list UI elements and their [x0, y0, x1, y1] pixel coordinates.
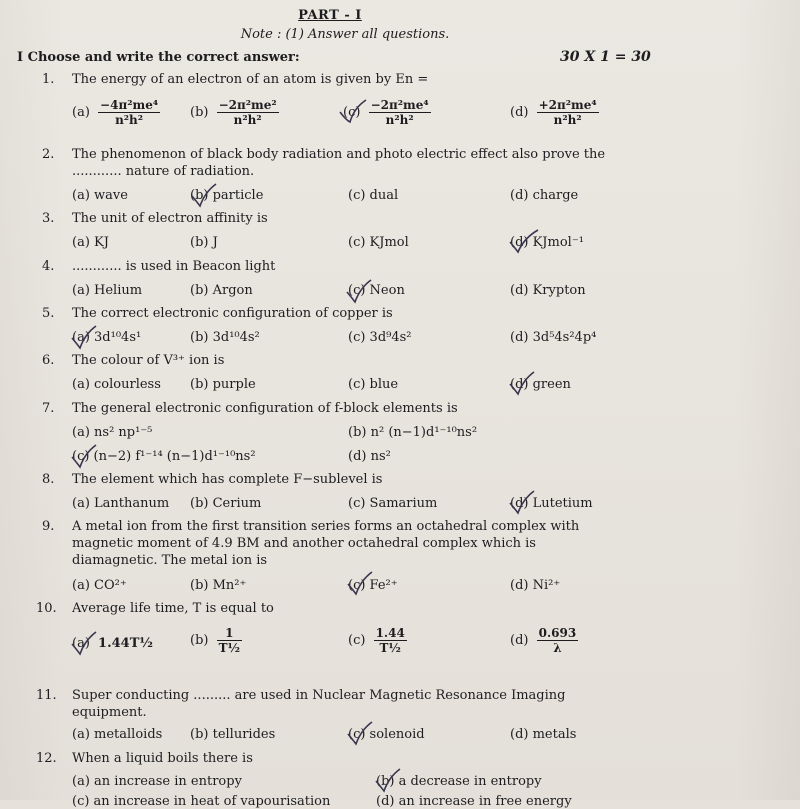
- fraction: [537, 626, 579, 655]
- option-label: (c): [343, 105, 361, 120]
- question-number: 11.: [36, 688, 57, 703]
- fraction: [537, 98, 599, 127]
- option-a[interactable]: (a) 3d¹⁰4s¹: [72, 330, 142, 345]
- option-a[interactable]: (a) CO²⁺: [72, 578, 127, 593]
- option-b[interactable]: (b) Cerium: [190, 496, 262, 511]
- question-number: 5.: [42, 306, 55, 321]
- fraction: [217, 98, 279, 127]
- option-d[interactable]: (d) Ni²⁺: [510, 578, 561, 593]
- option-d[interactable]: (d) KJmol⁻¹: [510, 235, 584, 250]
- question-text: The general electronic configuration of f-block elements is: [72, 401, 458, 416]
- fraction-numerator: 0.693: [538, 626, 577, 640]
- part-title: PART - I: [298, 8, 362, 23]
- option-label: (a): [72, 636, 90, 651]
- option-b[interactable]: (b) 3d¹⁰4s²: [190, 330, 260, 345]
- question-number: 2.: [42, 147, 55, 162]
- fraction-denominator: n²h²: [385, 113, 414, 127]
- question-text: The correct electronic configuration of copper is: [72, 306, 393, 321]
- option-c[interactable]: (c) solenoid: [348, 727, 425, 742]
- fraction-numerator: −2π²me²: [218, 98, 277, 112]
- option-d[interactable]: [510, 626, 578, 655]
- question-number: 10.: [36, 601, 57, 616]
- fraction-denominator: n²h²: [115, 113, 144, 127]
- option-c[interactable]: (c) KJmol: [348, 235, 409, 250]
- question-number: 6.: [42, 353, 55, 368]
- option-b[interactable]: (b) Mn²⁺: [190, 578, 247, 593]
- option-label: (b): [190, 105, 209, 120]
- instruction-note: Note : (1) Answer all questions.: [240, 27, 450, 42]
- option-d[interactable]: (d) an increase in free energy: [376, 794, 572, 809]
- option-c[interactable]: (c) Fe²⁺: [348, 578, 398, 593]
- option-label: (c): [348, 633, 366, 648]
- option-d[interactable]: [510, 98, 599, 127]
- question-number: 12.: [36, 751, 57, 766]
- question-number: 7.: [42, 401, 55, 416]
- fraction-numerator: −2π²me⁴: [370, 98, 429, 112]
- option-a[interactable]: (a) an increase in entropy: [72, 774, 242, 789]
- fraction-numerator: 1: [217, 626, 242, 641]
- fraction-denominator: n²h²: [553, 113, 582, 127]
- fraction-numerator: +2π²me⁴: [538, 98, 597, 112]
- option-d[interactable]: (d) Krypton: [510, 283, 586, 298]
- question-text-line3: diamagnetic. The metal ion is: [72, 553, 268, 568]
- marks-scheme: 30 X 1 = 30: [560, 49, 651, 65]
- option-a[interactable]: [72, 636, 153, 651]
- option-a[interactable]: (a) KJ: [72, 235, 109, 250]
- option-label: (d): [510, 105, 529, 120]
- question-number: 8.: [42, 472, 55, 487]
- fraction-denominator: n²h²: [233, 113, 262, 127]
- fraction: [217, 626, 242, 655]
- option-c[interactable]: (c) Samarium: [348, 496, 438, 511]
- question-text: The energy of an electron of an atom is given by En =: [72, 72, 429, 87]
- fraction-numerator: −4π²me⁴: [100, 98, 159, 112]
- option-b[interactable]: (b) Argon: [190, 283, 253, 298]
- option-c[interactable]: (c) (n−2) f¹⁻¹⁴ (n−1)d¹⁻¹⁰ns²: [72, 449, 256, 464]
- option-a[interactable]: (a) Helium: [72, 283, 143, 298]
- option-b[interactable]: [190, 626, 242, 655]
- question-text: Super conducting ......... are used in Nuclear Magnetic Resonance Imaging: [72, 688, 566, 703]
- option-c[interactable]: (c) Neon: [348, 283, 405, 298]
- question-text: Average life time, T is equal to: [72, 601, 274, 616]
- option-c[interactable]: (c) an increase in heat of vapourisation: [72, 794, 331, 809]
- option-b[interactable]: [190, 98, 279, 127]
- option-a[interactable]: (a) metalloids: [72, 727, 163, 742]
- question-number: 9.: [42, 519, 55, 534]
- option-a[interactable]: (a) colourless: [72, 377, 161, 392]
- question-number: 3.: [42, 211, 55, 226]
- question-number: 4.: [42, 259, 55, 274]
- option-b[interactable]: (b) J: [190, 235, 218, 250]
- option-a[interactable]: (a) ns² np¹⁻⁵: [72, 425, 153, 440]
- option-c[interactable]: [343, 98, 431, 127]
- fraction-numerator: 1.44: [375, 626, 405, 640]
- option-value: 1.44T½: [98, 636, 153, 651]
- option-d[interactable]: (d) ns²: [348, 449, 391, 464]
- option-b[interactable]: (b) n² (n−1)d¹⁻¹⁰ns²: [348, 425, 478, 440]
- option-b[interactable]: (b) tellurides: [190, 727, 276, 742]
- fraction: [374, 626, 407, 655]
- fraction-denominator: T½: [218, 641, 241, 655]
- question-text-line2: ............ nature of radiation.: [72, 164, 255, 179]
- option-b[interactable]: (b) a decrease in entropy: [376, 774, 542, 789]
- question-text: When a liquid boils there is: [72, 751, 253, 766]
- fraction: [369, 98, 431, 127]
- question-text: The element which has complete F−sublevel is: [72, 472, 383, 487]
- option-c[interactable]: (c) blue: [348, 377, 399, 392]
- question-text-line2: equipment.: [72, 705, 147, 720]
- fraction: [98, 98, 160, 127]
- question-text: The unit of electron affinity is: [72, 211, 268, 226]
- section-title: I Choose and write the correct answer:: [17, 50, 300, 65]
- option-d[interactable]: (d) Lutetium: [510, 496, 593, 511]
- question-text: The colour of V³⁺ ion is: [72, 353, 225, 368]
- option-b[interactable]: (b) purple: [190, 377, 256, 392]
- option-label: (b): [190, 633, 209, 648]
- option-b[interactable]: (b) particle: [190, 188, 264, 203]
- question-text: ............ is used in Beacon light: [72, 259, 276, 274]
- option-a[interactable]: (a) wave: [72, 188, 128, 203]
- question-text: A metal ion from the first transition series forms an octahedral complex with: [72, 519, 580, 534]
- question-text-line2: magnetic moment of 4.9 BM and another octahedral complex which is: [72, 536, 536, 551]
- option-a[interactable]: [72, 98, 160, 127]
- option-label: (a): [72, 105, 90, 120]
- option-d[interactable]: (d) charge: [510, 188, 579, 203]
- option-c[interactable]: (c) dual: [348, 188, 399, 203]
- option-d[interactable]: (d) green: [510, 377, 571, 392]
- question-text: The phenomenon of black body radiation and photo electric effect also prove the: [72, 147, 606, 162]
- option-c[interactable]: [348, 626, 407, 655]
- option-a[interactable]: (a) Lanthanum: [72, 496, 170, 511]
- question-number: 1.: [42, 72, 55, 87]
- fraction-denominator: λ: [553, 641, 562, 655]
- option-d[interactable]: (d) 3d⁵4s²4p⁴: [510, 330, 597, 345]
- option-c[interactable]: (c) 3d⁹4s²: [348, 330, 412, 345]
- fraction-denominator: T½: [379, 641, 401, 655]
- option-d[interactable]: (d) metals: [510, 727, 577, 742]
- show-through-text: [620, 0, 800, 800]
- option-label: (d): [510, 633, 529, 648]
